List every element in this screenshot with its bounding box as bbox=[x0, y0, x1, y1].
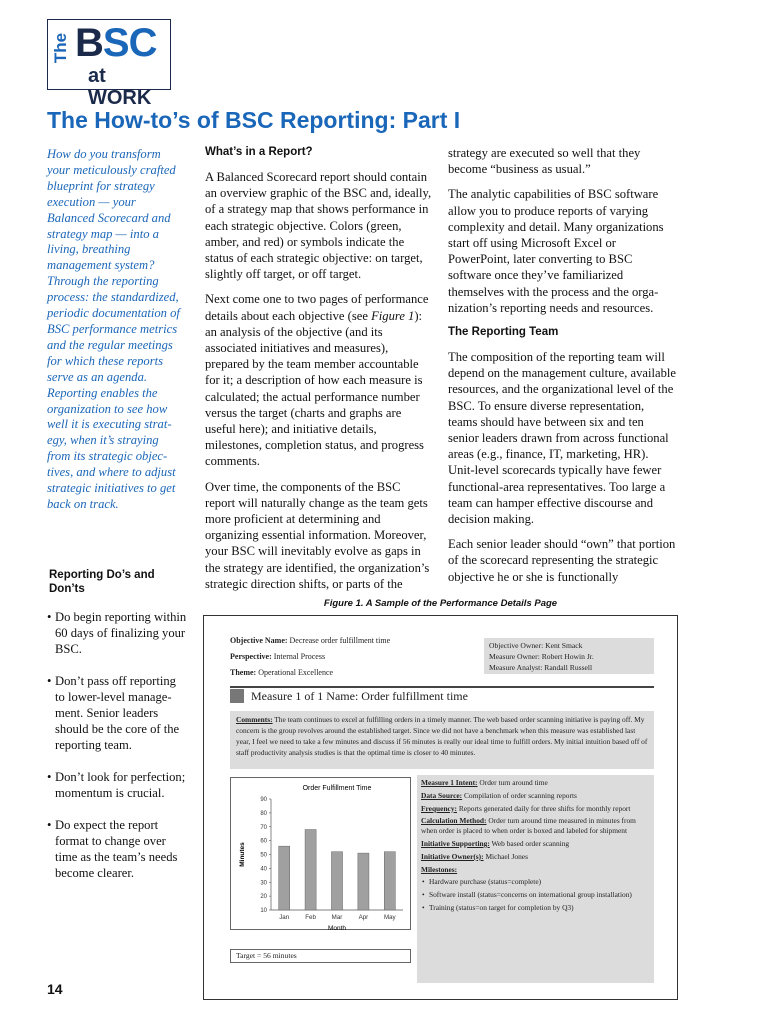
comments-text: The team continues to excel at fulfilling orders in a timely manner. The web based order scanning initiative is paying off. My concern is the group revolves around the established target. Since we did not have a benchmark when this measure was established last year, I feel we need to take a few minutes and discuss if 56 minutes is really our ideal time to fulfill orders. My initial intuition based off of staff productivity analysis studies is that the optimal time is closer to 40 minutes. bbox=[236, 715, 648, 757]
objective-name-row bbox=[230, 633, 480, 649]
figure-reference: Figure 1 bbox=[371, 308, 415, 323]
x-tick-label: Apr bbox=[358, 914, 369, 921]
paragraph: A Balanced Scorecard report should contain an overview graphic of the BSC and, ideally, of a strategy map that shows performance in each strategic objective. Colors (green, amber, and red) or symbols indicate the status of each strategic objective: on target, slightly off target, or off target. bbox=[205, 170, 432, 282]
chart-bar bbox=[331, 852, 342, 910]
chart-title: Order Fulfillment Time bbox=[302, 785, 372, 792]
initiative-owner-value: Michael Jones bbox=[485, 851, 528, 861]
paragraph: Over time, the components of the BSC report will naturally change as the team gets more proficient at determining and organizing essential information. Moreover, your BSC will inevitably evolve as gaps in the strategy are identified, the organization’s strategic direction shifts, or parts of the bbox=[205, 479, 430, 591]
frequency-label: Frequency: bbox=[421, 803, 457, 813]
list-item: • Don’t look for perfection; momentum is crucial. bbox=[47, 769, 187, 801]
list-item: • Don’t pass off reporting to lower-level management. Senior leaders should be the core of the reporting team. bbox=[47, 673, 187, 753]
perspective-value: Internal Process bbox=[273, 652, 326, 661]
x-tick-label: May bbox=[383, 914, 396, 921]
milestones-row bbox=[421, 865, 650, 875]
paragraph: strategy are executed so well that they become “business as usual.” bbox=[448, 146, 641, 177]
dos-donts-heading: Reporting Do’s and Don’ts bbox=[49, 569, 155, 595]
section-heading-reporting-team: The Reporting Team bbox=[448, 326, 559, 339]
logo-the-text: The bbox=[51, 32, 70, 64]
chart-bar bbox=[384, 852, 395, 910]
initiative-label: Initiative Supporting: bbox=[421, 838, 490, 848]
paragraph: The analytic capabilities of BSC software allow you to produce reports of varying complexity and detail. Many organizations start off using Microsoft Excel or PowerPoint, later converting to BSC software once they’ve familiarized themselves with the process and the organization’s reporting needs and resources. bbox=[448, 187, 664, 315]
bsc-at-work-logo bbox=[47, 19, 171, 109]
comments-box bbox=[230, 711, 654, 769]
source-value: Compilation of order scanning reports bbox=[463, 790, 577, 800]
source-row bbox=[421, 791, 650, 801]
x-tick-label: Mar bbox=[331, 914, 343, 921]
y-tick-label: 90 bbox=[260, 797, 267, 803]
page-number: 14 bbox=[47, 981, 63, 997]
frequency-row bbox=[421, 804, 650, 814]
paragraph-part: ): an analysis of the objective (and its associated initiatives and measures), prepared by the team member accountable for it; a description of how each measure is calculated; the actual performance number versus the target (charts and graphs are useful here); and initiative details, milestones, completion status, and progress comments. bbox=[205, 308, 424, 469]
y-tick-label: 10 bbox=[260, 908, 267, 914]
owner-info-box bbox=[484, 638, 654, 674]
middle-column bbox=[205, 145, 433, 601]
intent-row bbox=[421, 778, 650, 788]
milestones-label: Milestones: bbox=[421, 864, 458, 874]
comments-label: Comments: bbox=[236, 715, 273, 724]
paragraph bbox=[205, 291, 433, 469]
measure-title: Measure 1 of 1 Name: Order fulfillment time bbox=[251, 689, 468, 703]
paragraph: The composition of the reporting team will depend on the management culture, available resources, and the organizational level of the BSC. To ensure diverse representation, teams should have between six and ten senior leaders drawn from across functional areas (e.g., finance, IT, marketing, HR). Unit-level scorecards typically have fewer functional-area representatives. Too large a team can hamper effective discourse and decision making. bbox=[448, 350, 676, 527]
perspective-row bbox=[230, 649, 480, 665]
y-tick-label: 20 bbox=[260, 894, 267, 901]
logo-at-work-text: at WORK bbox=[88, 65, 152, 109]
intent-label: Measure 1 Intent: bbox=[421, 778, 478, 787]
chart-bar bbox=[358, 853, 369, 910]
performance-details-figure bbox=[203, 615, 678, 1000]
theme-label: Theme: bbox=[230, 668, 257, 677]
figure-caption: Figure 1. A Sample of the Performance Details Page bbox=[323, 598, 558, 609]
list-item: • Do begin reporting within 60 days of finalizing your BSC. bbox=[47, 609, 187, 657]
intro-paragraph: How do you transform your meticulously crafted blueprint for strategy execution — your Balanced Scorecard and strategy map — into a living, breathing management system? Through the reporting process: the standardized, periodic documentation of BSC performance metrics and the regular meetings for which these reports serve as an agenda. Reporting enables the organization to see how well it is executing strategy, when it’s straying from its strategic objectives, and where to adjust strategic initiatives to get back on track. bbox=[47, 147, 180, 511]
x-tick-label: Feb bbox=[305, 914, 316, 921]
theme-row bbox=[230, 665, 480, 681]
chart-bar bbox=[279, 846, 290, 910]
initiative-row bbox=[421, 839, 650, 849]
paragraph-part: Next come one to two pages of performance details about each objective (see bbox=[205, 292, 429, 323]
source-label: Data Source: bbox=[421, 790, 463, 800]
list-item: • Do expect the report format to change over time as the team’s needs become clearer. bbox=[47, 817, 187, 881]
measure-square-icon bbox=[230, 689, 244, 703]
y-tick-label: 30 bbox=[260, 880, 267, 887]
logo-b-letter: B bbox=[75, 21, 103, 65]
logo-sc-letters: SC bbox=[102, 21, 157, 65]
initiative-owner-label: Initiative Owner(s): bbox=[421, 851, 484, 861]
y-tick-label: 60 bbox=[260, 838, 267, 845]
measure-analyst: Measure Analyst: Randall Russell bbox=[489, 663, 593, 672]
perspective-label: Perspective: bbox=[230, 652, 272, 661]
milestone-item: • Software install (status=concerns on international group installation) bbox=[421, 890, 650, 900]
chart-bar bbox=[305, 830, 316, 910]
frequency-value: Reports generated daily for three shifts for monthly report bbox=[458, 803, 631, 813]
objective-label: Objective Name: bbox=[230, 636, 288, 645]
section-heading-whats-in-report: What’s in a Report? bbox=[205, 146, 313, 158]
x-axis-label: Month bbox=[327, 925, 347, 931]
initiative-owner-row bbox=[421, 852, 650, 862]
intent-value: Order turn around time bbox=[479, 778, 548, 787]
y-tick-label: 70 bbox=[260, 824, 267, 831]
objective-value: Decrease order fulfillment time bbox=[289, 636, 391, 645]
objective-owner: Objective Owner: Kent Smack bbox=[489, 641, 583, 650]
y-tick-label: 80 bbox=[260, 810, 267, 817]
chart-svg bbox=[231, 778, 412, 931]
logo-bsc-text bbox=[75, 23, 156, 63]
y-axis-label: Minutes bbox=[239, 842, 246, 867]
order-fulfillment-chart bbox=[230, 777, 411, 930]
milestone-item: • Training (status=on target for completion by Q3) bbox=[421, 903, 650, 913]
dos-donts-list bbox=[47, 609, 187, 897]
calc-value: Order turn around time measured in minutes from when order is placed to when order is boxed and labeled for shipment bbox=[421, 816, 636, 836]
theme-value: Operational Excellence bbox=[258, 668, 334, 677]
calc-label: Calculation Method: bbox=[421, 816, 487, 826]
y-tick-label: 50 bbox=[260, 852, 267, 859]
x-tick-label: Jan bbox=[279, 914, 290, 921]
y-tick-label: 40 bbox=[260, 866, 267, 873]
initiative-value: Web based order scanning bbox=[491, 838, 570, 848]
milestone-item: • Hardware purchase (status=complete) bbox=[421, 877, 650, 887]
paragraph: Each senior leader should “own” that portion of the scorecard representing the strategic objective he or she is functionally bbox=[448, 537, 676, 584]
divider bbox=[230, 686, 654, 688]
measure-owner: Measure Owner: Robert Howin Jr. bbox=[489, 652, 594, 661]
right-column bbox=[448, 145, 676, 594]
target-label: Target = 56 minutes bbox=[230, 949, 411, 963]
measure-details-box bbox=[417, 775, 654, 983]
article-title: The How-to’s of BSC Reporting: Part I bbox=[47, 107, 461, 133]
objective-info bbox=[230, 633, 480, 681]
calc-row bbox=[421, 816, 650, 836]
